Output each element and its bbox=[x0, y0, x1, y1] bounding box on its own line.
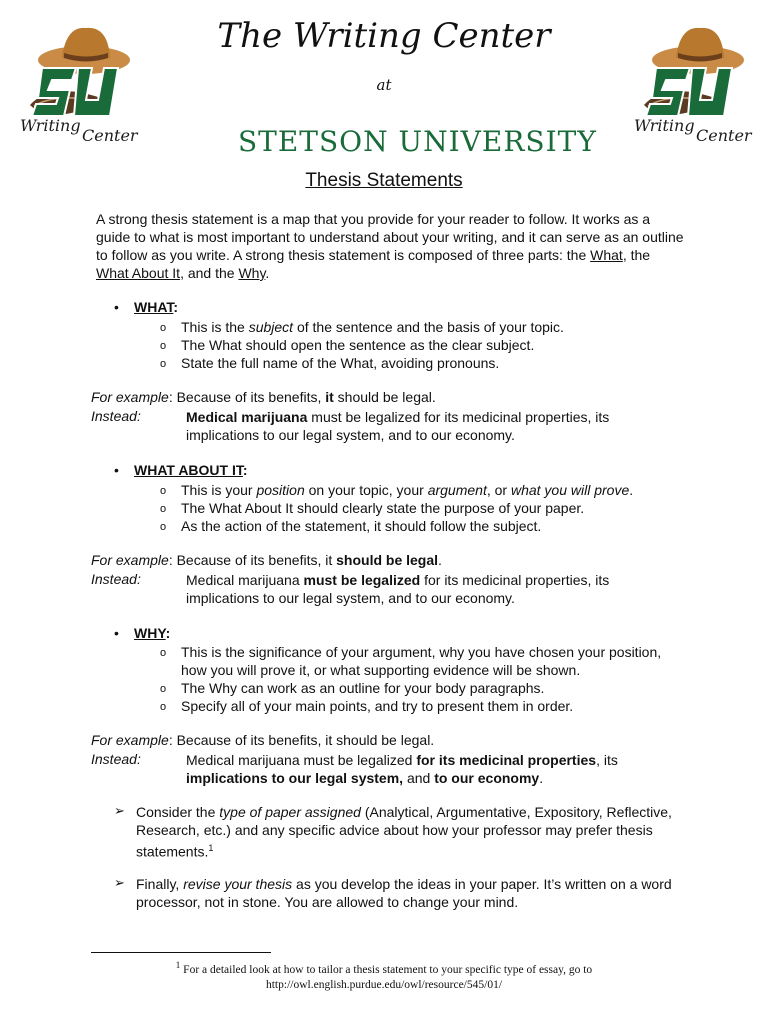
tip-paper-type bbox=[136, 803, 686, 861]
footnote bbox=[0, 958, 768, 993]
tip-text: (Analytical, Argumentative, Expository, Reflective, Research, etc.) and any specific advice about how your professor may prefer thesis statements. bbox=[136, 804, 672, 860]
header-at: at bbox=[376, 76, 392, 94]
instead-text-part: and bbox=[403, 770, 435, 786]
instead-text bbox=[186, 751, 686, 787]
instead-label bbox=[91, 408, 141, 424]
why-heading bbox=[114, 625, 170, 641]
instead-bold: implications to our legal system, bbox=[186, 770, 404, 786]
sub-bullet: o bbox=[160, 503, 167, 515]
instead-text-part: . bbox=[539, 770, 544, 786]
tip-emphasis: type of paper assigned bbox=[219, 804, 361, 820]
bullet: • bbox=[114, 462, 119, 478]
logo-caption-writing: Writing bbox=[634, 116, 695, 135]
item-text: of the sentence and the basis of your topic. bbox=[293, 319, 564, 335]
instead-bold: Medical marijuana bbox=[186, 409, 308, 425]
item-text: This is your bbox=[181, 482, 257, 498]
colon: : bbox=[136, 751, 141, 767]
example-label bbox=[91, 732, 434, 748]
example-text: should be legal. bbox=[333, 389, 436, 405]
sub-bullet: o bbox=[160, 340, 167, 352]
why-label: WHY bbox=[134, 625, 166, 641]
footnote-number: 1 bbox=[175, 960, 181, 970]
example-bold: it bbox=[325, 389, 334, 405]
intro-sep: , the bbox=[622, 247, 651, 263]
colon: : bbox=[168, 732, 177, 748]
logo-caption-center: Center bbox=[82, 126, 138, 145]
sub-bullet: o bbox=[160, 322, 167, 334]
instead-text bbox=[186, 571, 686, 607]
instead-rest: for its medicinal properties, its implications to our legal system, and to our economy. bbox=[186, 572, 610, 606]
item-text: This is the significance of your argument, why you have chosen your position, how you will prove it, or what supporting evidence will be shown. bbox=[181, 644, 662, 678]
item-text: The Why can work as an outline for your body paragraphs. bbox=[181, 680, 545, 696]
example-label-text: For example bbox=[91, 732, 169, 748]
bullet: • bbox=[114, 299, 119, 315]
instead-bold: must be legalized bbox=[303, 572, 421, 588]
example-bold: should be legal bbox=[336, 552, 439, 568]
item-text: This is the bbox=[181, 319, 249, 335]
example-label bbox=[91, 389, 436, 405]
colon: : bbox=[136, 571, 141, 587]
instead-bold: to our economy bbox=[434, 770, 540, 786]
tip-text: Consider the bbox=[136, 804, 220, 820]
sub-bullet: o bbox=[160, 521, 167, 533]
document-title: Thesis Statements bbox=[305, 170, 463, 191]
instead-text-part: Medical marijuana must be legalized bbox=[186, 752, 417, 768]
arrow-bullet-icon: ➢ bbox=[114, 875, 125, 890]
sub-bullet: o bbox=[160, 701, 167, 713]
bullet: • bbox=[114, 625, 119, 641]
item-emphasis: argument bbox=[427, 482, 487, 498]
footnote-divider bbox=[91, 952, 271, 953]
intro-sep: , and the bbox=[180, 265, 239, 281]
item-emphasis: what you will prove bbox=[510, 482, 630, 498]
instead-bold: for its medicinal properties bbox=[416, 752, 597, 768]
item-text: Specify all of your main points, and try to present them in order. bbox=[181, 698, 574, 714]
tip-revise bbox=[136, 875, 686, 911]
sub-bullet: o bbox=[160, 358, 167, 370]
intro-text: A strong thesis statement is a map that you provide for your reader to follow. It works as a guide to what is most important to understand about your writing, and it can serve as an outline to follow as you write. A strong thesis statement is composed of three parts: the bbox=[96, 211, 684, 263]
what-heading bbox=[114, 299, 178, 315]
instead-label-text: Instead bbox=[91, 751, 137, 767]
what-about-heading bbox=[114, 462, 248, 478]
instead-rest: must be legalized for its medicinal properties, its implications to our legal system, and to our economy. bbox=[186, 409, 610, 443]
intro-why: Why bbox=[238, 265, 266, 281]
intro-paragraph bbox=[96, 210, 686, 282]
example-label-text: For example bbox=[91, 389, 169, 405]
instead-label-text: Instead bbox=[91, 571, 137, 587]
item-text: , or bbox=[486, 482, 511, 498]
tip-emphasis: revise your thesis bbox=[183, 876, 293, 892]
item-emphasis: position bbox=[256, 482, 305, 498]
instead-label bbox=[91, 751, 141, 767]
item-text: The What About It should clearly state the purpose of your paper. bbox=[181, 500, 585, 516]
sub-bullet: o bbox=[160, 647, 167, 659]
header-title: The Writing Center bbox=[217, 16, 551, 56]
sub-bullet: o bbox=[160, 485, 167, 497]
what-about-label: WHAT ABOUT IT bbox=[134, 462, 243, 478]
item-text: As the action of the statement, it should follow the subject. bbox=[181, 518, 542, 534]
item-text: State the full name of the What, avoiding pronouns. bbox=[181, 355, 500, 371]
colon: : bbox=[168, 389, 177, 405]
example-text: . bbox=[438, 552, 442, 568]
item-text: on your topic, your bbox=[304, 482, 428, 498]
colon: : bbox=[168, 552, 177, 568]
example-text: Because of its benefits, it should be legal. bbox=[176, 732, 435, 748]
footnote-url-link[interactable]: http://owl.english.purdue.edu/owl/resource/545/01/ bbox=[265, 978, 503, 991]
instead-label bbox=[91, 571, 141, 587]
sub-bullet: o bbox=[160, 683, 167, 695]
intro-what: What bbox=[590, 247, 623, 263]
item-text: The What should open the sentence as the clear subject. bbox=[181, 337, 535, 353]
example-label bbox=[91, 552, 442, 568]
what-label: WHAT bbox=[134, 299, 174, 315]
example-label-text: For example bbox=[91, 552, 169, 568]
logo-caption-center: Center bbox=[696, 126, 752, 145]
tip-text: as you develop the ideas in your paper. It’s written on a word processor, not in stone. You are allowed to change your mind. bbox=[136, 876, 672, 910]
colon: : bbox=[165, 625, 171, 641]
footnote-ref[interactable]: 1 bbox=[208, 843, 214, 853]
instead-text bbox=[186, 408, 686, 444]
footnote-text: For a detailed look at how to tailor a thesis statement to your specific type of essay, go to bbox=[180, 963, 593, 976]
item-text: . bbox=[629, 482, 634, 498]
colon: : bbox=[173, 299, 179, 315]
arrow-bullet-icon: ➢ bbox=[114, 803, 125, 818]
item-emphasis: subject bbox=[248, 319, 294, 335]
header-university-text: STETSON UNIVERSITY bbox=[238, 125, 597, 158]
instead-text-part: Medical marijuana bbox=[186, 572, 304, 588]
logo-caption-writing: Writing bbox=[20, 116, 81, 135]
example-text: Because of its benefits, it bbox=[176, 552, 337, 568]
intro-what-about: What About It bbox=[96, 265, 181, 281]
colon: : bbox=[242, 462, 248, 478]
example-text: Because of its benefits, bbox=[176, 389, 326, 405]
header-university bbox=[238, 125, 597, 158]
instead-text-part: , its bbox=[596, 752, 618, 768]
instead-label-text: Instead bbox=[91, 408, 137, 424]
intro-end: . bbox=[265, 265, 270, 281]
colon: : bbox=[136, 408, 141, 424]
tip-text: Finally, bbox=[136, 876, 184, 892]
